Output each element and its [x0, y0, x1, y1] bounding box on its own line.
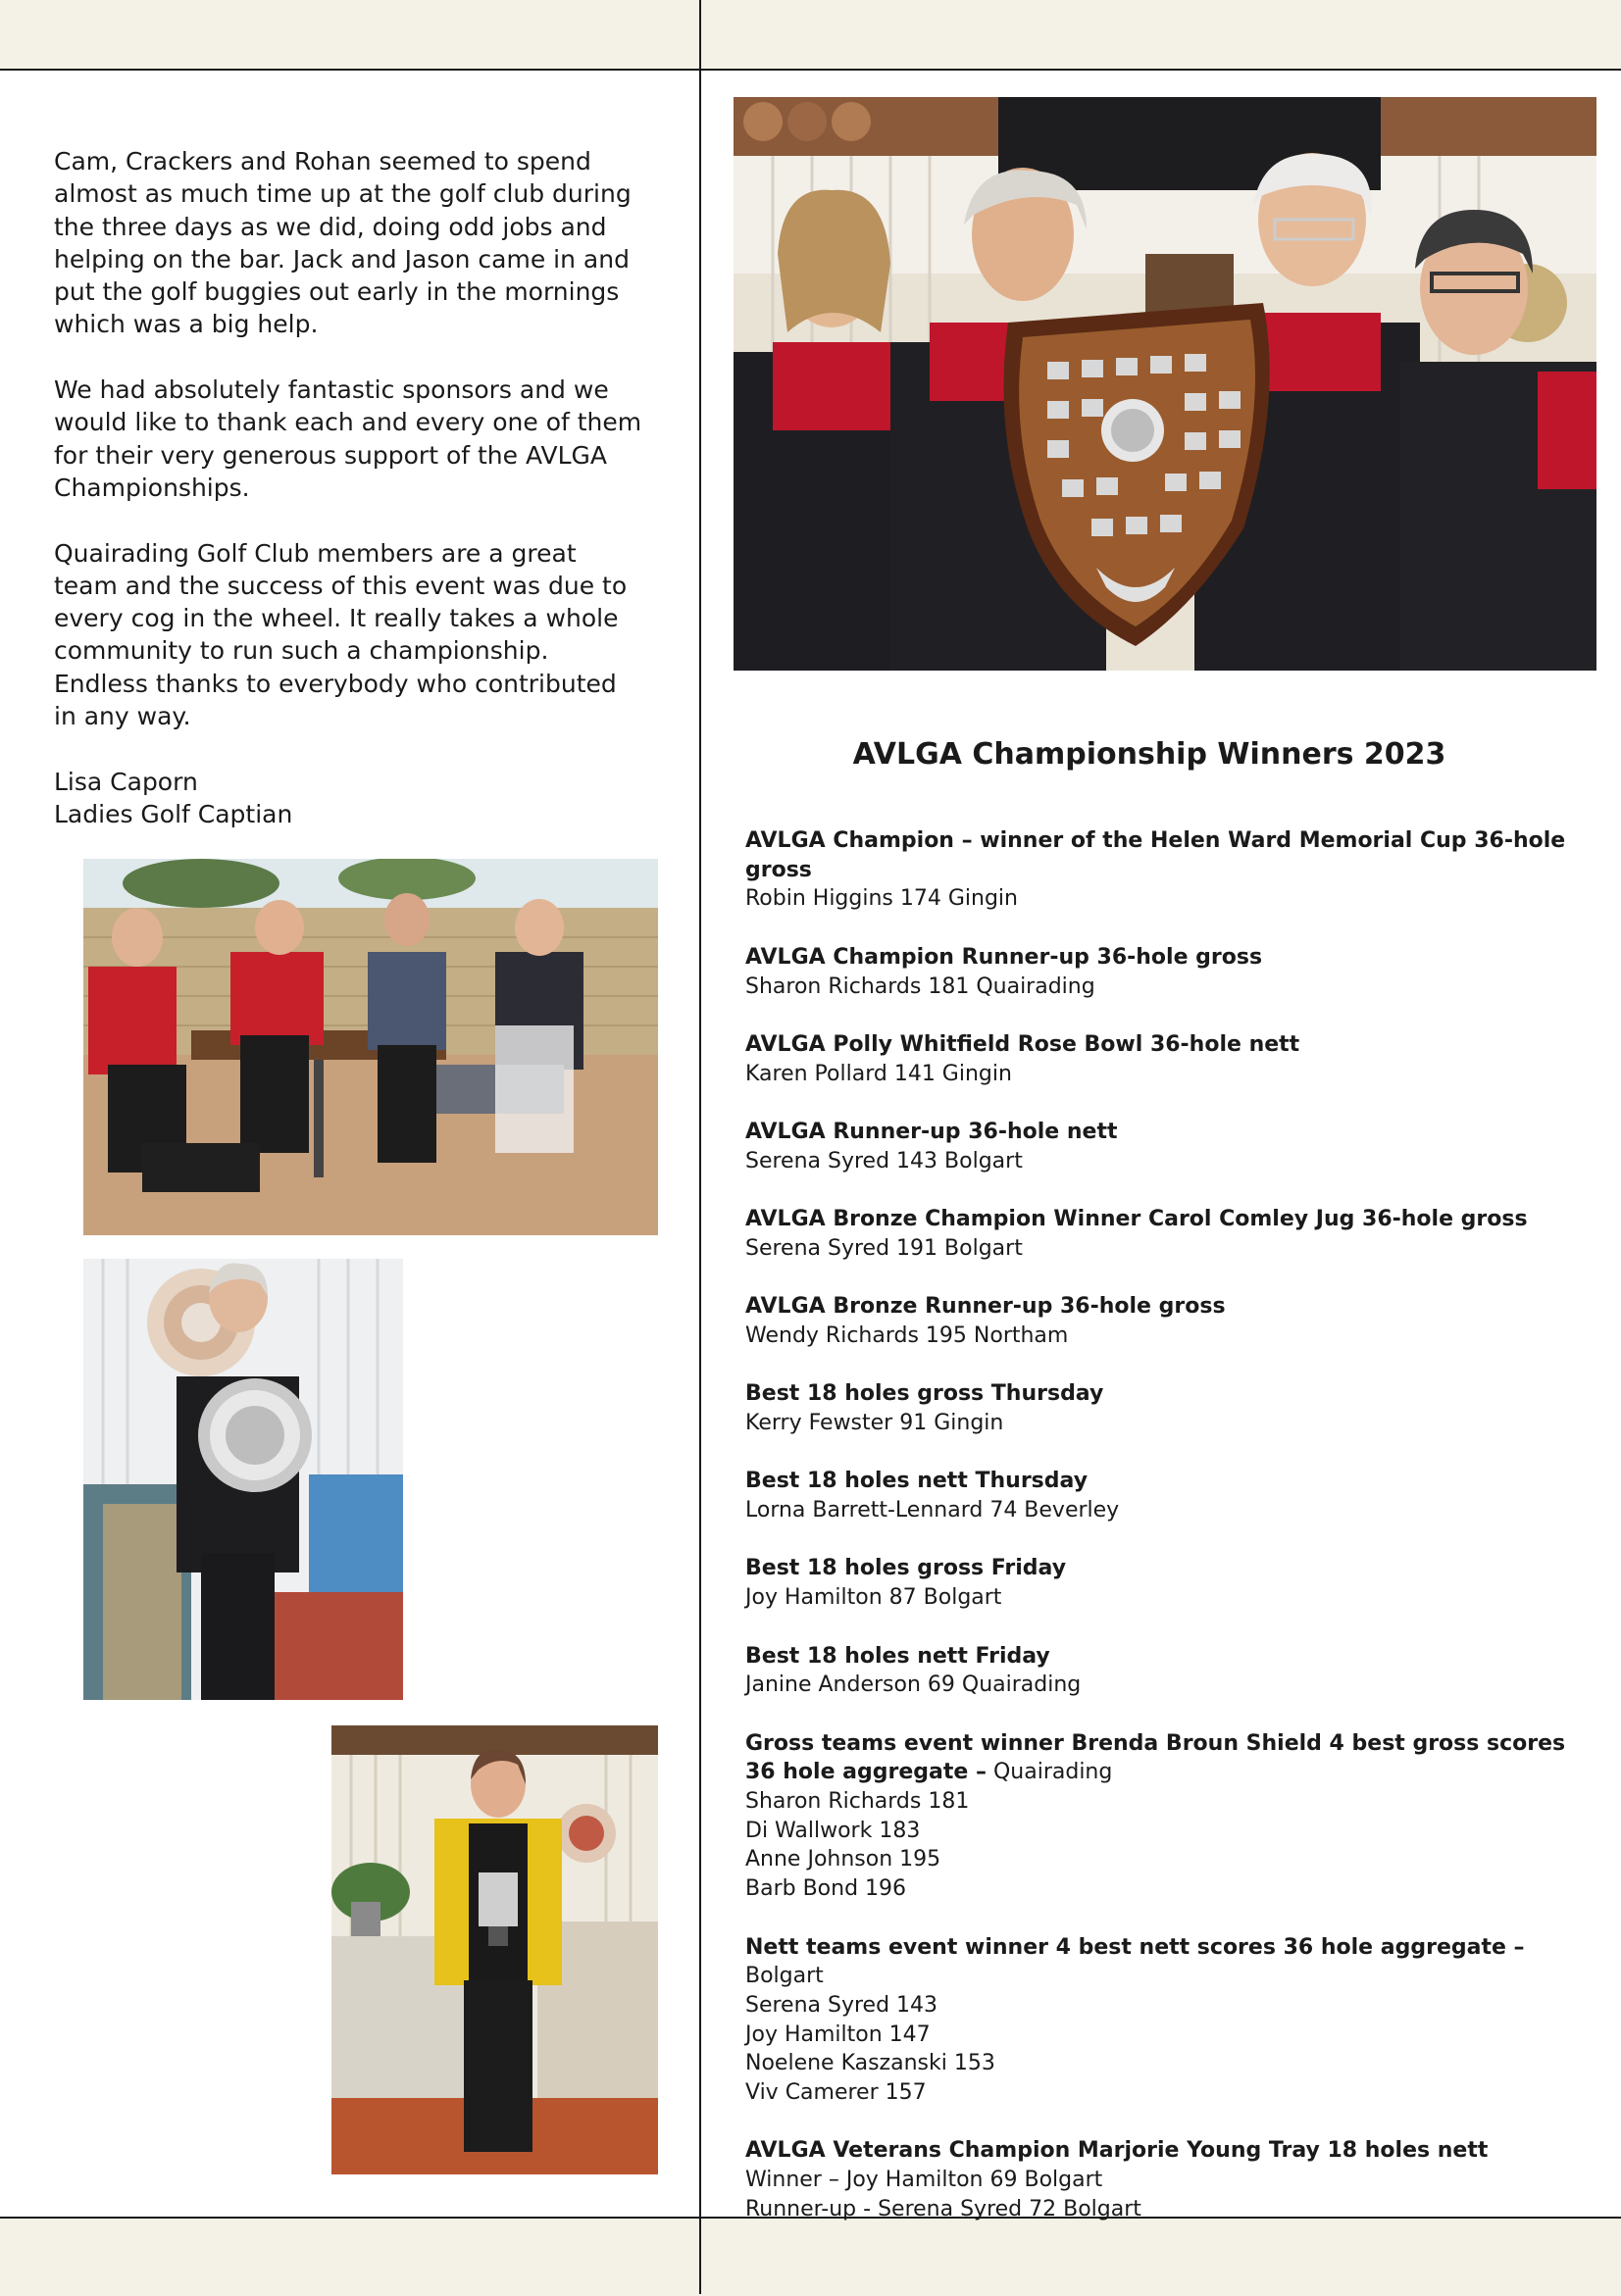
winner-entry-heading: [745, 1933, 1591, 1991]
winner-entry: [745, 1642, 1591, 1700]
winner-entry: [745, 2136, 1591, 2223]
winner-entry-heading: [745, 1379, 1591, 1409]
winner-entry: [745, 1292, 1591, 1350]
winner-result: Robin Higgins 174 Gingin: [745, 886, 1018, 912]
winner-entry-heading: [745, 1642, 1591, 1672]
winner-entry-heading: [745, 1729, 1591, 1787]
winner-entry-heading: [745, 1467, 1591, 1496]
winners-list: [745, 826, 1591, 2253]
winner-result: Serena Syred 191 Bolgart: [745, 1235, 1023, 1261]
winner-result: Kerry Fewster 91 Gingin: [745, 1410, 1004, 1435]
team-club: Bolgart: [745, 1964, 824, 1989]
award-name: AVLGA Champion Runner-up 36-hole gross: [745, 944, 1263, 970]
winner-entry-heading: [745, 1205, 1591, 1234]
winner-entry-heading: [745, 1292, 1591, 1322]
signature-name: Lisa Caporn: [54, 767, 198, 796]
winner-entry: [745, 1118, 1591, 1175]
award-name: AVLGA Runner-up 36-hole nett: [745, 1119, 1118, 1144]
winner-result: Sharon Richards 181 Quairading: [745, 973, 1095, 999]
award-name: Gross teams event winner Brenda Broun Shield 4 best gross scores 36 hole aggregate –: [745, 1730, 1566, 1785]
shield-team-photo: [734, 97, 1596, 671]
team-club: Quairading: [986, 1760, 1113, 1785]
award-name: Best 18 holes gross Friday: [745, 1556, 1067, 1581]
winner-result: Karen Pollard 141 Gingin: [745, 1061, 1012, 1086]
winner-result: Winner – Joy Hamilton 69 Bolgart: [745, 2168, 1103, 2193]
award-name: AVLGA Polly Whitfield Rose Bowl 36-hole nett: [745, 1031, 1300, 1057]
winner-entry: [745, 943, 1591, 1001]
salver-winner-photo: [83, 1259, 403, 1700]
award-name: AVLGA Bronze Champion Winner Carol Comley Jug 36-hole gross: [745, 1207, 1528, 1232]
winner-entry: [745, 1379, 1591, 1437]
signature-title: Ladies Golf Captian: [54, 799, 293, 828]
column-divider: [699, 0, 701, 2294]
winner-result: Anne Johnson 195: [745, 1847, 941, 1872]
paragraph: Quairading Golf Club members are a great team and the success of this event was due to every cog in the wheel. It really takes a whole community to run such a championship. Endless thanks to everybody who contributed in any way.: [54, 538, 628, 731]
winner-result: Serena Syred 143 Bolgart: [745, 1148, 1023, 1173]
winner-result: Joy Hamilton 87 Bolgart: [745, 1585, 1002, 1611]
winner-entry: [745, 1030, 1591, 1088]
winner-entry: [745, 1729, 1591, 1904]
winners-title: AVLGA Championship Winners 2023: [852, 737, 1446, 772]
winner-entry-heading: [745, 943, 1591, 973]
seated-golfers-photo: [83, 859, 658, 1235]
winner-entry: [745, 1205, 1591, 1263]
winner-result: Runner-up - Serena Syred 72 Bolgart: [745, 2196, 1141, 2221]
left-column-text: [54, 145, 642, 830]
award-name: Best 18 holes nett Friday: [745, 1643, 1050, 1669]
winner-entry-heading: [745, 1554, 1591, 1583]
paragraph: Cam, Crackers and Rohan seemed to spend almost as much time up at the golf club during the three days as we did, doing odd jobs and helping on the bar. Jack and Jason came in and put the golf buggies out early in the mornings which was a big help.: [54, 147, 632, 339]
winner-entry-heading: [745, 826, 1591, 884]
winner-entry: [745, 826, 1591, 914]
header-band: [0, 0, 1621, 71]
winner-result: Lorna Barrett-Lennard 74 Beverley: [745, 1498, 1120, 1523]
winner-entry-heading: [745, 1030, 1591, 1060]
winner-entry-heading: [745, 2136, 1591, 2166]
award-name: AVLGA Champion – winner of the Helen Ward Memorial Cup 36-hole gross: [745, 828, 1566, 882]
cup-winner-photo: [331, 1725, 658, 2174]
winner-entry: [745, 1467, 1591, 1524]
winner-result: Di Wallwork 183: [745, 1818, 921, 1843]
award-name: Nett teams event winner 4 best nett scores 36 hole aggregate –: [745, 1934, 1525, 1960]
winner-result: Wendy Richards 195 Northam: [745, 1323, 1069, 1348]
award-name: Best 18 holes gross Thursday: [745, 1381, 1104, 1407]
award-name: Best 18 holes nett Thursday: [745, 1469, 1089, 1494]
award-name: AVLGA Bronze Runner-up 36-hole gross: [745, 1294, 1226, 1320]
winner-result: Joy Hamilton 147: [745, 2021, 931, 2047]
winner-result: Janine Anderson 69 Quairading: [745, 1672, 1082, 1698]
winner-entry: [745, 1933, 1591, 2108]
winner-result: Viv Camerer 157: [745, 2080, 927, 2106]
winner-result: Sharon Richards 181: [745, 1789, 970, 1815]
winner-result: Serena Syred 143: [745, 1992, 938, 2018]
winner-result: Noelene Kaszanski 153: [745, 2051, 995, 2076]
paragraph: We had absolutely fantastic sponsors and we would like to thank each and every one of them for their very generous support of the AVLGA Championships.: [54, 375, 642, 502]
award-name: AVLGA Veterans Champion Marjorie Young Tray 18 holes nett: [745, 2138, 1489, 2164]
winner-result: Barb Bond 196: [745, 1876, 907, 1902]
winner-entry-heading: [745, 1118, 1591, 1147]
winner-entry: [745, 1554, 1591, 1612]
